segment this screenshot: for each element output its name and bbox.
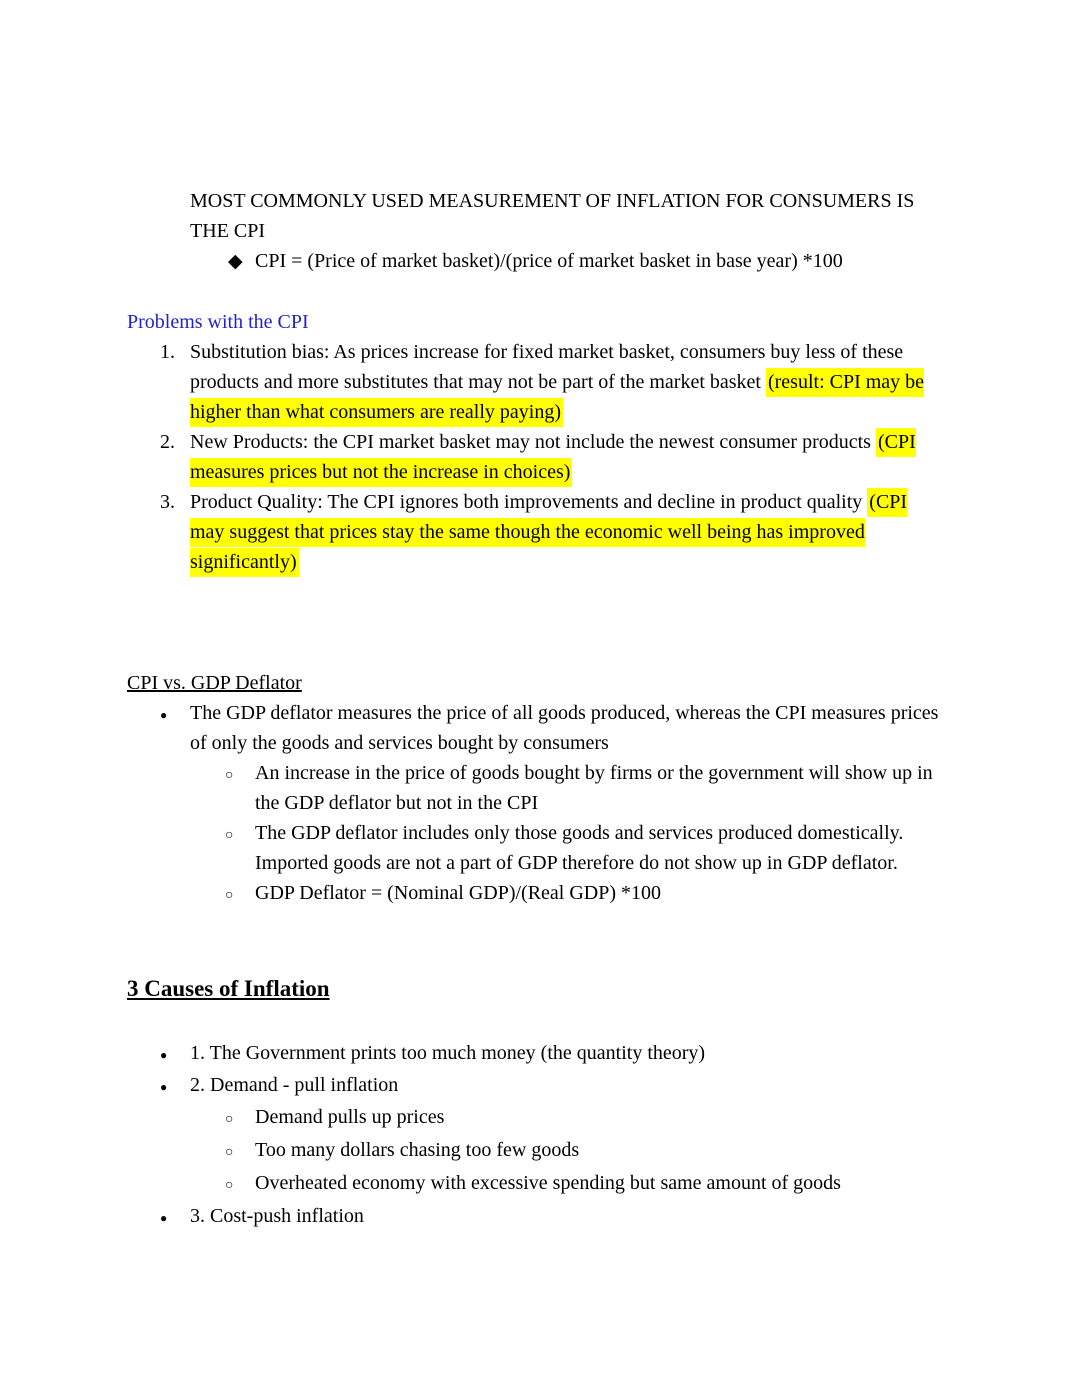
item-text-plain: New Products: the CPI market basket may not include the newest consumer products xyxy=(190,431,876,453)
list-item-substitution-bias xyxy=(160,337,945,427)
disc-bullet-icon: ● xyxy=(160,708,168,722)
circle-bullet-icon: ○ xyxy=(225,1112,234,1127)
list-item-gdp-deflator-vs-cpi xyxy=(160,698,945,758)
cpi-formula-text: CPI = (Price of market basket)/(price of market basket in base year) *100 xyxy=(255,250,843,272)
sub-item-too-many-dollars xyxy=(225,1135,950,1168)
circle-bullet-icon: ○ xyxy=(225,888,234,903)
sub-item-demand-pulls-prices xyxy=(225,1102,950,1135)
sub-item-overheated-economy xyxy=(225,1168,950,1201)
list-item-demand-pull xyxy=(160,1070,945,1102)
item-number: 2. xyxy=(160,431,175,453)
causes-list xyxy=(127,1038,1080,1233)
cpi-vs-gdp-heading: CPI vs. GDP Deflator xyxy=(127,672,302,694)
disc-bullet-icon: ● xyxy=(160,1211,168,1225)
disc-bullet-icon: ● xyxy=(160,1048,168,1062)
circle-bullet-icon: ○ xyxy=(225,1145,234,1160)
highlighted-text: (CPI measures prices but not the increase in choices) xyxy=(190,428,916,487)
item-number: 3. xyxy=(160,491,175,513)
sub-item-firms-government xyxy=(225,758,950,818)
list-item-cost-push xyxy=(160,1201,945,1233)
item-text xyxy=(190,427,945,487)
item-text: 3. Cost-push inflation xyxy=(190,1205,364,1227)
circle-bullet-icon: ○ xyxy=(225,828,234,843)
intro-paragraph: MOST COMMONLY USED MEASUREMENT OF INFLATION FOR CONSUMERS IS THE CPI xyxy=(190,190,915,242)
causes-heading: 3 Causes of Inflation xyxy=(127,976,330,1001)
item-text-plain: Product Quality: The CPI ignores both improvements and decline in product quality xyxy=(190,491,868,513)
item-number: 1. xyxy=(160,341,175,363)
item-text: Demand pulls up prices xyxy=(255,1106,445,1128)
item-text xyxy=(190,487,945,577)
item-text: 2. Demand - pull inflation xyxy=(190,1074,399,1096)
item-text-plain: Substitution bias: As prices increase for fixed market basket, consumers buy less of these products and more substitutes that may not be part of the market basket xyxy=(190,341,904,393)
sub-item-domestic-goods xyxy=(225,818,950,878)
intro-formula-item xyxy=(228,246,1080,276)
circle-bullet-icon: ○ xyxy=(225,1178,234,1193)
list-item-new-products xyxy=(160,427,945,487)
highlighted-text: (CPI may suggest that prices stay the same though the economic well being has improved significantly) xyxy=(190,488,907,577)
list-item-quantity-theory xyxy=(160,1038,945,1070)
item-text xyxy=(190,337,945,427)
item-text: Overheated economy with excessive spending but same amount of goods xyxy=(255,1172,841,1194)
diamond-bullet-icon: ◆ xyxy=(228,250,243,272)
list-item-product-quality xyxy=(160,487,945,577)
circle-bullet-icon: ○ xyxy=(225,768,234,783)
item-text: The GDP deflator measures the price of all goods produced, whereas the CPI measures prices of only the goods and services bought by consumers xyxy=(190,702,939,754)
highlighted-text: (result: CPI may be higher than what consumers are really paying) xyxy=(190,368,924,427)
item-text: GDP Deflator = (Nominal GDP)/(Real GDP) *100 xyxy=(255,882,662,904)
problems-heading: Problems with the CPI xyxy=(127,311,309,333)
item-text: Too many dollars chasing too few goods xyxy=(255,1139,580,1161)
item-text: An increase in the price of goods bought by firms or the government will show up in the GDP deflator but not in the CPI xyxy=(255,762,933,814)
item-text: The GDP deflator includes only those goods and services produced domestically. Imported goods are not a part of GDP therefore do not show up in GDP deflator. xyxy=(255,822,904,874)
disc-bullet-icon: ● xyxy=(160,1080,168,1094)
sub-item-gdp-deflator-formula xyxy=(225,878,950,911)
item-text: 1. The Government prints too much money (the quantity theory) xyxy=(190,1042,706,1064)
